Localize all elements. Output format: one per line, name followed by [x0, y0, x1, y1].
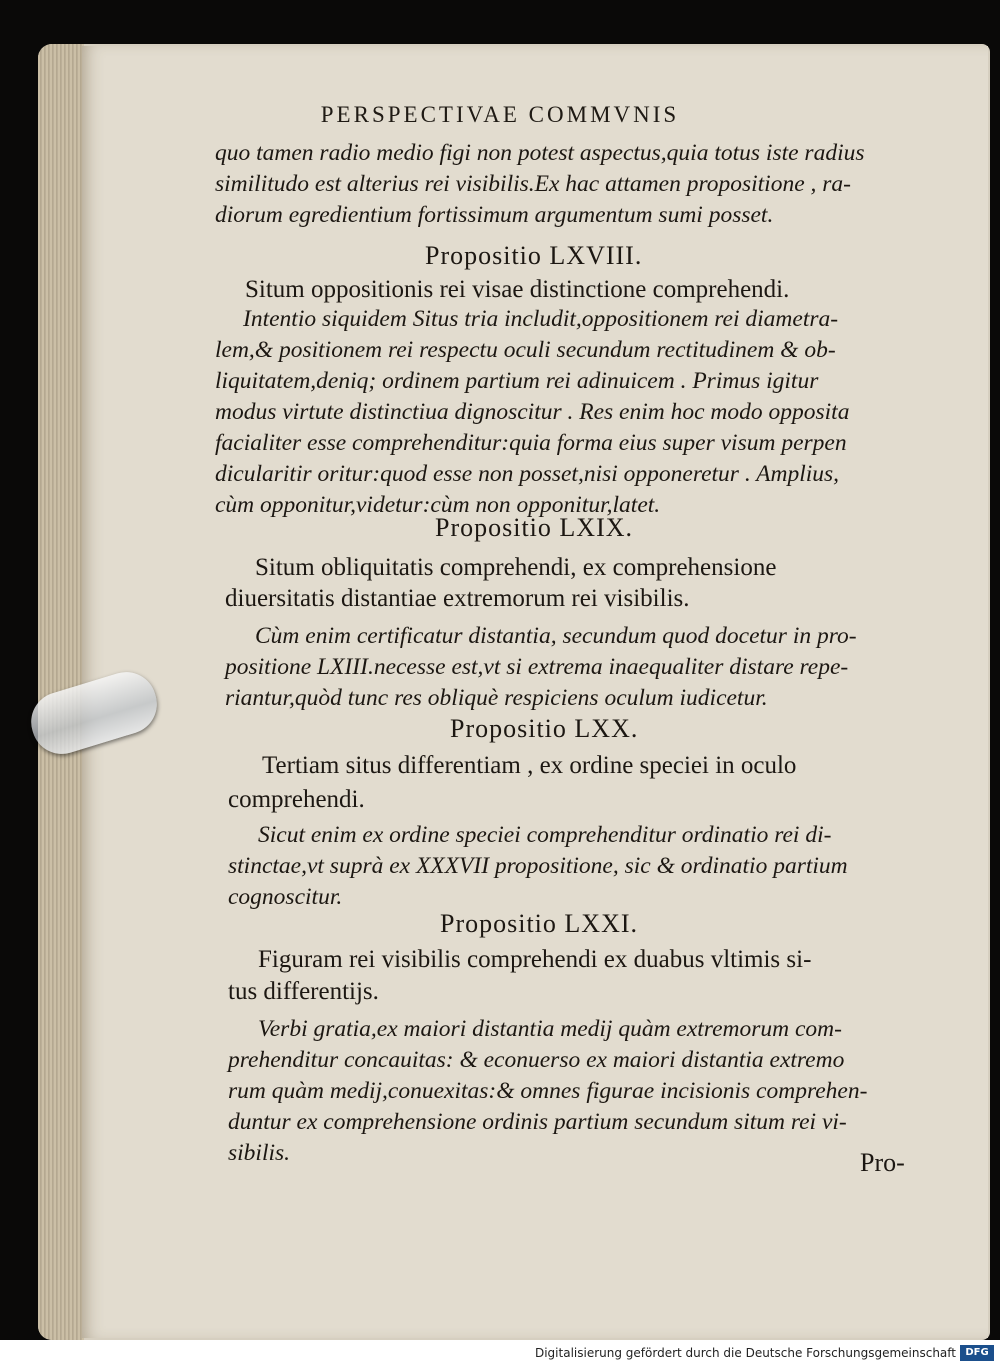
text-line: stinctae,vt suprà ex XXXVII propositione, sic & ordinatio partium: [228, 853, 848, 879]
footer-bar: [0, 1340, 1000, 1368]
text-line: dicularitir oritur:quod esse non posset,nisi opponeretur . Amplius,: [215, 461, 840, 487]
proposition-statement: Situm oppositionis rei visae distinctione comprehendi.: [245, 276, 790, 303]
text-line: duntur ex comprehensione ordinis partium secundum situm rei vi-: [228, 1109, 847, 1135]
text-line: diorum egredientium fortissimum argumentum sumi posset.: [215, 202, 774, 228]
proposition-statement: Tertiam situs differentiam , ex ordine speciei in oculo: [262, 752, 797, 779]
proposition-statement: tus differentijs.: [228, 978, 379, 1005]
running-head: PERSPECTIVAE COMMVNIS: [320, 102, 680, 127]
footer-credit: Digitalisierung gefördert durch die Deutsche Forschungsgemeinschaft: [534, 1346, 956, 1360]
dfg-logo-icon: DFG: [960, 1345, 994, 1361]
proposition-statement: diuersitatis distantiae extremorum rei visibilis.: [225, 585, 690, 612]
text-line: Sicut enim ex ordine speciei comprehenditur ordinatio rei di-: [258, 822, 832, 848]
text-line: rum quàm medij,conuexitas:& omnes figurae incisionis comprehen-: [228, 1078, 868, 1104]
text-line: sibilis.: [228, 1140, 291, 1166]
text-line: positione LXIII.necesse est,vt si extrema inaequaliter distare repe-: [225, 654, 849, 680]
text-line: lem,& positionem rei respectu oculi secundum rectitudinem & ob-: [215, 337, 836, 363]
proposition-heading: Propositio LXVIII.: [425, 241, 643, 270]
text-line: cùm opponitur,videtur:cùm non opponitur,latet.: [215, 492, 661, 518]
catchword: Pro-: [860, 1148, 905, 1177]
text-line: prehenditur concauitas: & econuerso ex maiori distantia extremo: [228, 1047, 845, 1073]
proposition-statement: Situm obliquitatis comprehendi, ex comprehensione: [255, 554, 777, 581]
proposition-heading: Propositio LXIX.: [435, 513, 633, 542]
text-line: modus virtute distinctiua dignoscitur . Res enim hoc modo opposita: [215, 399, 850, 425]
text-line: riantur,quòd tunc res obliquè respiciens oculum iudicetur.: [225, 685, 768, 711]
proposition-heading: Propositio LXX.: [450, 714, 639, 743]
text-line: Verbi gratia,ex maiori distantia medij quàm extremorum com-: [258, 1016, 842, 1042]
proposition-statement: Figuram rei visibilis comprehendi ex duabus vltimis si-: [258, 946, 812, 973]
text-line: facialiter esse comprehenditur:quia forma eius super visum perpen: [215, 430, 847, 456]
text-line: quo tamen radio medio figi non potest aspectus,quia totus iste radius: [215, 140, 865, 166]
proposition-statement: comprehendi.: [228, 786, 365, 813]
text-line: Intentio siquidem Situs tria includit,oppositionem rei diametra-: [243, 306, 839, 332]
text-line: Cùm enim certificatur distantia, secundum quod docetur in pro-: [255, 623, 857, 649]
proposition-heading: Propositio LXXI.: [440, 909, 638, 938]
text-line: cognoscitur.: [228, 884, 343, 910]
text-line: similitudo est alterius rei visibilis.Ex hac attamen propositione , ra-: [215, 171, 851, 197]
text-line: liquitatem,deniq; ordinem partium rei adinuicem . Primus igitur: [215, 368, 819, 394]
